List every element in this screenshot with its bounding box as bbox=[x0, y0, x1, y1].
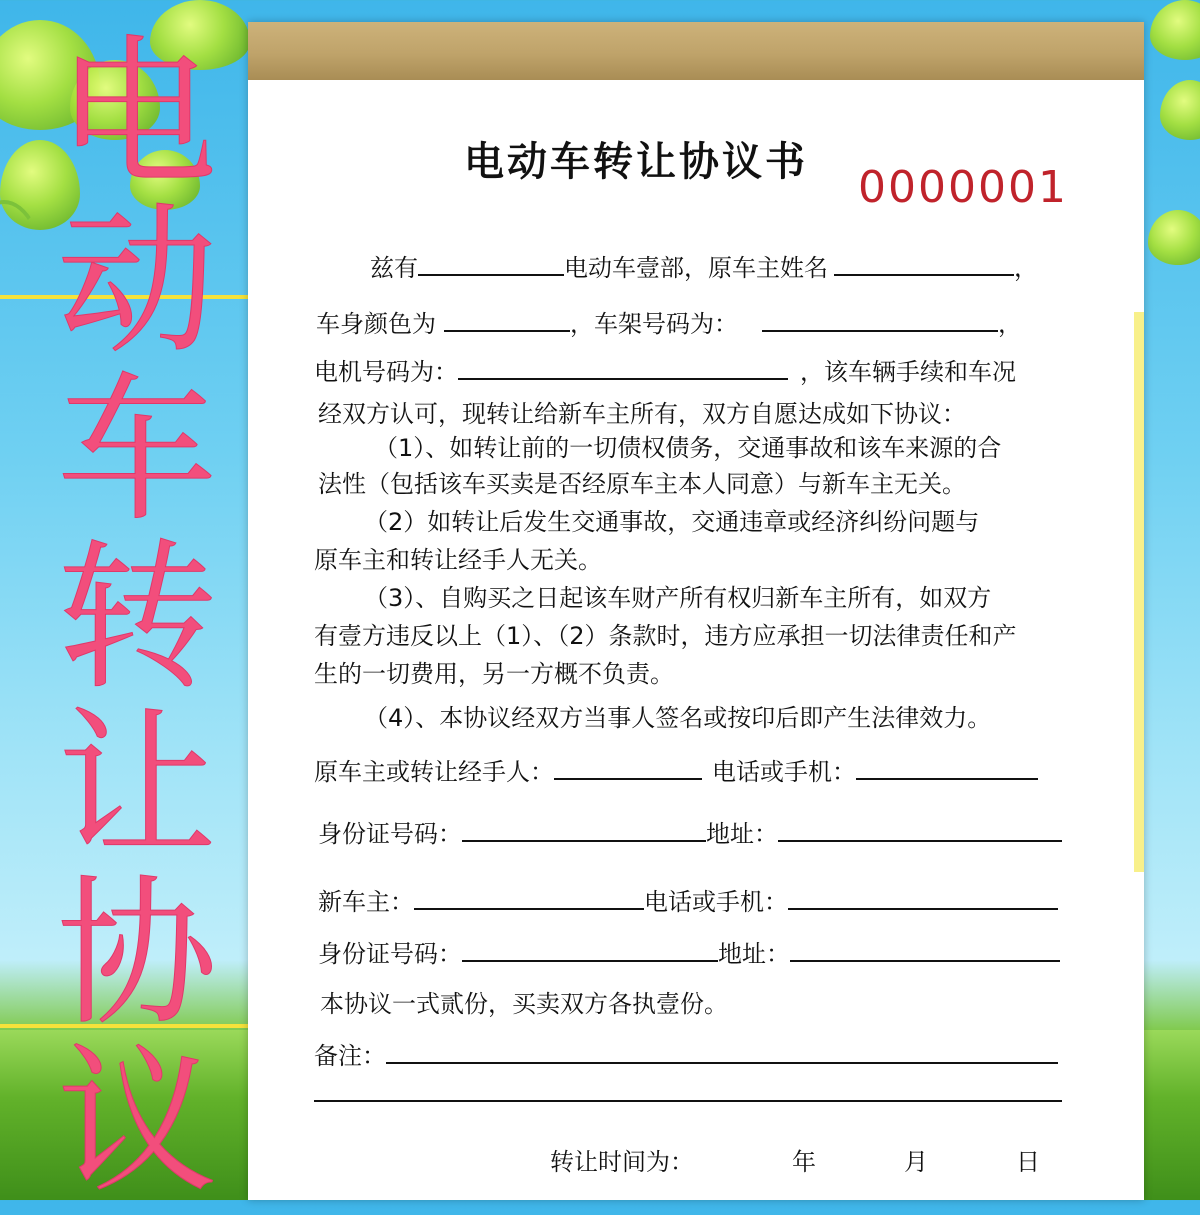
remark-blank[interactable] bbox=[386, 1040, 1058, 1064]
label: 电话或手机： bbox=[712, 758, 856, 786]
document-title: 电动车转让协议书 bbox=[464, 139, 808, 185]
signature-line-4 bbox=[318, 934, 1060, 969]
seller-phone-blank[interactable] bbox=[856, 756, 1038, 780]
clause-2a: （2）如转让后发生交通事故，交通违章或经济纠纷问题与 bbox=[364, 508, 980, 536]
clause-1b: 法性（包括该车买卖是否经原车主本人同意）与新车主无关。 bbox=[318, 470, 966, 498]
year-label: 年 bbox=[792, 1148, 816, 1176]
clause-3c: 生的一切费用，另一方概不负责。 bbox=[314, 660, 674, 688]
signature-line-2 bbox=[318, 814, 1062, 849]
paper-binding bbox=[248, 22, 1144, 80]
seller-id-blank[interactable] bbox=[462, 818, 706, 842]
label: 车身颜色为 bbox=[316, 310, 436, 338]
buyer-blank[interactable] bbox=[414, 886, 644, 910]
clause-1a: （1）、如转让前的一切债权债务，交通事故和该车来源的合 bbox=[374, 434, 1002, 462]
frame-number-blank[interactable] bbox=[762, 308, 998, 332]
vertical-title-char: 车 bbox=[56, 356, 217, 543]
vertical-title-char: 转 bbox=[56, 524, 217, 711]
copies-note: 本协议一式贰份，买卖双方各执壹份。 bbox=[320, 990, 728, 1018]
label: 身份证号码： bbox=[318, 940, 462, 968]
label: 电机号码为： bbox=[314, 358, 458, 386]
form-line-4: 经双方认可，现转让给新车主所有，双方自愿达成如下协议： bbox=[318, 400, 966, 428]
form-line-1 bbox=[370, 248, 1038, 283]
label: ， bbox=[1014, 254, 1038, 282]
label: 身份证号码： bbox=[318, 820, 462, 848]
form-line-2 bbox=[316, 304, 1022, 339]
yellow-edge bbox=[1134, 312, 1144, 872]
seller-address-blank[interactable] bbox=[778, 818, 1062, 842]
clause-3b: 有壹方违反以上（1）、（2）条款时，违方应承担一切法律责任和产 bbox=[314, 622, 1017, 650]
buyer-address-blank[interactable] bbox=[790, 938, 1060, 962]
buyer-id-blank[interactable] bbox=[462, 938, 718, 962]
leaf-decoration bbox=[1148, 210, 1200, 265]
agreement-form bbox=[248, 22, 1144, 1200]
label: ，该车辆手续和车况 bbox=[800, 358, 1016, 386]
clause-2b: 原车主和转让经手人无关。 bbox=[314, 546, 602, 574]
label: 电话或手机： bbox=[644, 888, 788, 916]
label: 新车主： bbox=[318, 888, 414, 916]
vertical-title-char: 议 bbox=[56, 1028, 217, 1215]
remark-blank-2[interactable] bbox=[314, 1078, 1062, 1102]
remark-line-2 bbox=[314, 1078, 1062, 1108]
vertical-title bbox=[52, 20, 222, 1215]
signature-line-3 bbox=[318, 882, 1058, 917]
label: 兹有 bbox=[370, 254, 418, 282]
label: 地址： bbox=[718, 940, 790, 968]
color-blank[interactable] bbox=[444, 308, 570, 332]
vertical-title-char: 协 bbox=[56, 860, 217, 1047]
vertical-title-char: 让 bbox=[56, 692, 217, 879]
remark-line bbox=[314, 1036, 1058, 1071]
label: 电动车壹部，原车主姓名 bbox=[564, 254, 828, 282]
seller-blank[interactable] bbox=[554, 756, 702, 780]
day-label: 日 bbox=[1016, 1148, 1040, 1176]
label: 备注： bbox=[314, 1042, 386, 1070]
vertical-title-char: 动 bbox=[56, 188, 217, 375]
leaf-decoration bbox=[1150, 0, 1200, 60]
brand-blank[interactable] bbox=[418, 252, 564, 276]
leaf-decoration bbox=[1160, 80, 1200, 140]
label: 原车主或转让经手人： bbox=[314, 758, 554, 786]
clause-3a: （3）、自购买之日起该车财产所有权归新车主所有，如双方 bbox=[364, 584, 992, 612]
label: ， bbox=[998, 310, 1022, 338]
transfer-date bbox=[550, 1142, 1040, 1177]
clause-4: （4）、本协议经双方当事人签名或按印后即产生法律效力。 bbox=[364, 704, 992, 732]
owner-name-blank[interactable] bbox=[834, 252, 1014, 276]
motor-number-blank[interactable] bbox=[458, 356, 788, 380]
buyer-phone-blank[interactable] bbox=[788, 886, 1058, 910]
serial-number: 0000001 bbox=[858, 162, 1068, 213]
form-line-3 bbox=[314, 352, 1016, 387]
label: ，车架号码为： bbox=[570, 310, 738, 338]
label: 地址： bbox=[706, 820, 778, 848]
month-label: 月 bbox=[904, 1148, 928, 1176]
date-label: 转让时间为： bbox=[550, 1148, 694, 1176]
vertical-title-char: 电 bbox=[56, 20, 217, 207]
signature-line-1 bbox=[314, 752, 1038, 787]
